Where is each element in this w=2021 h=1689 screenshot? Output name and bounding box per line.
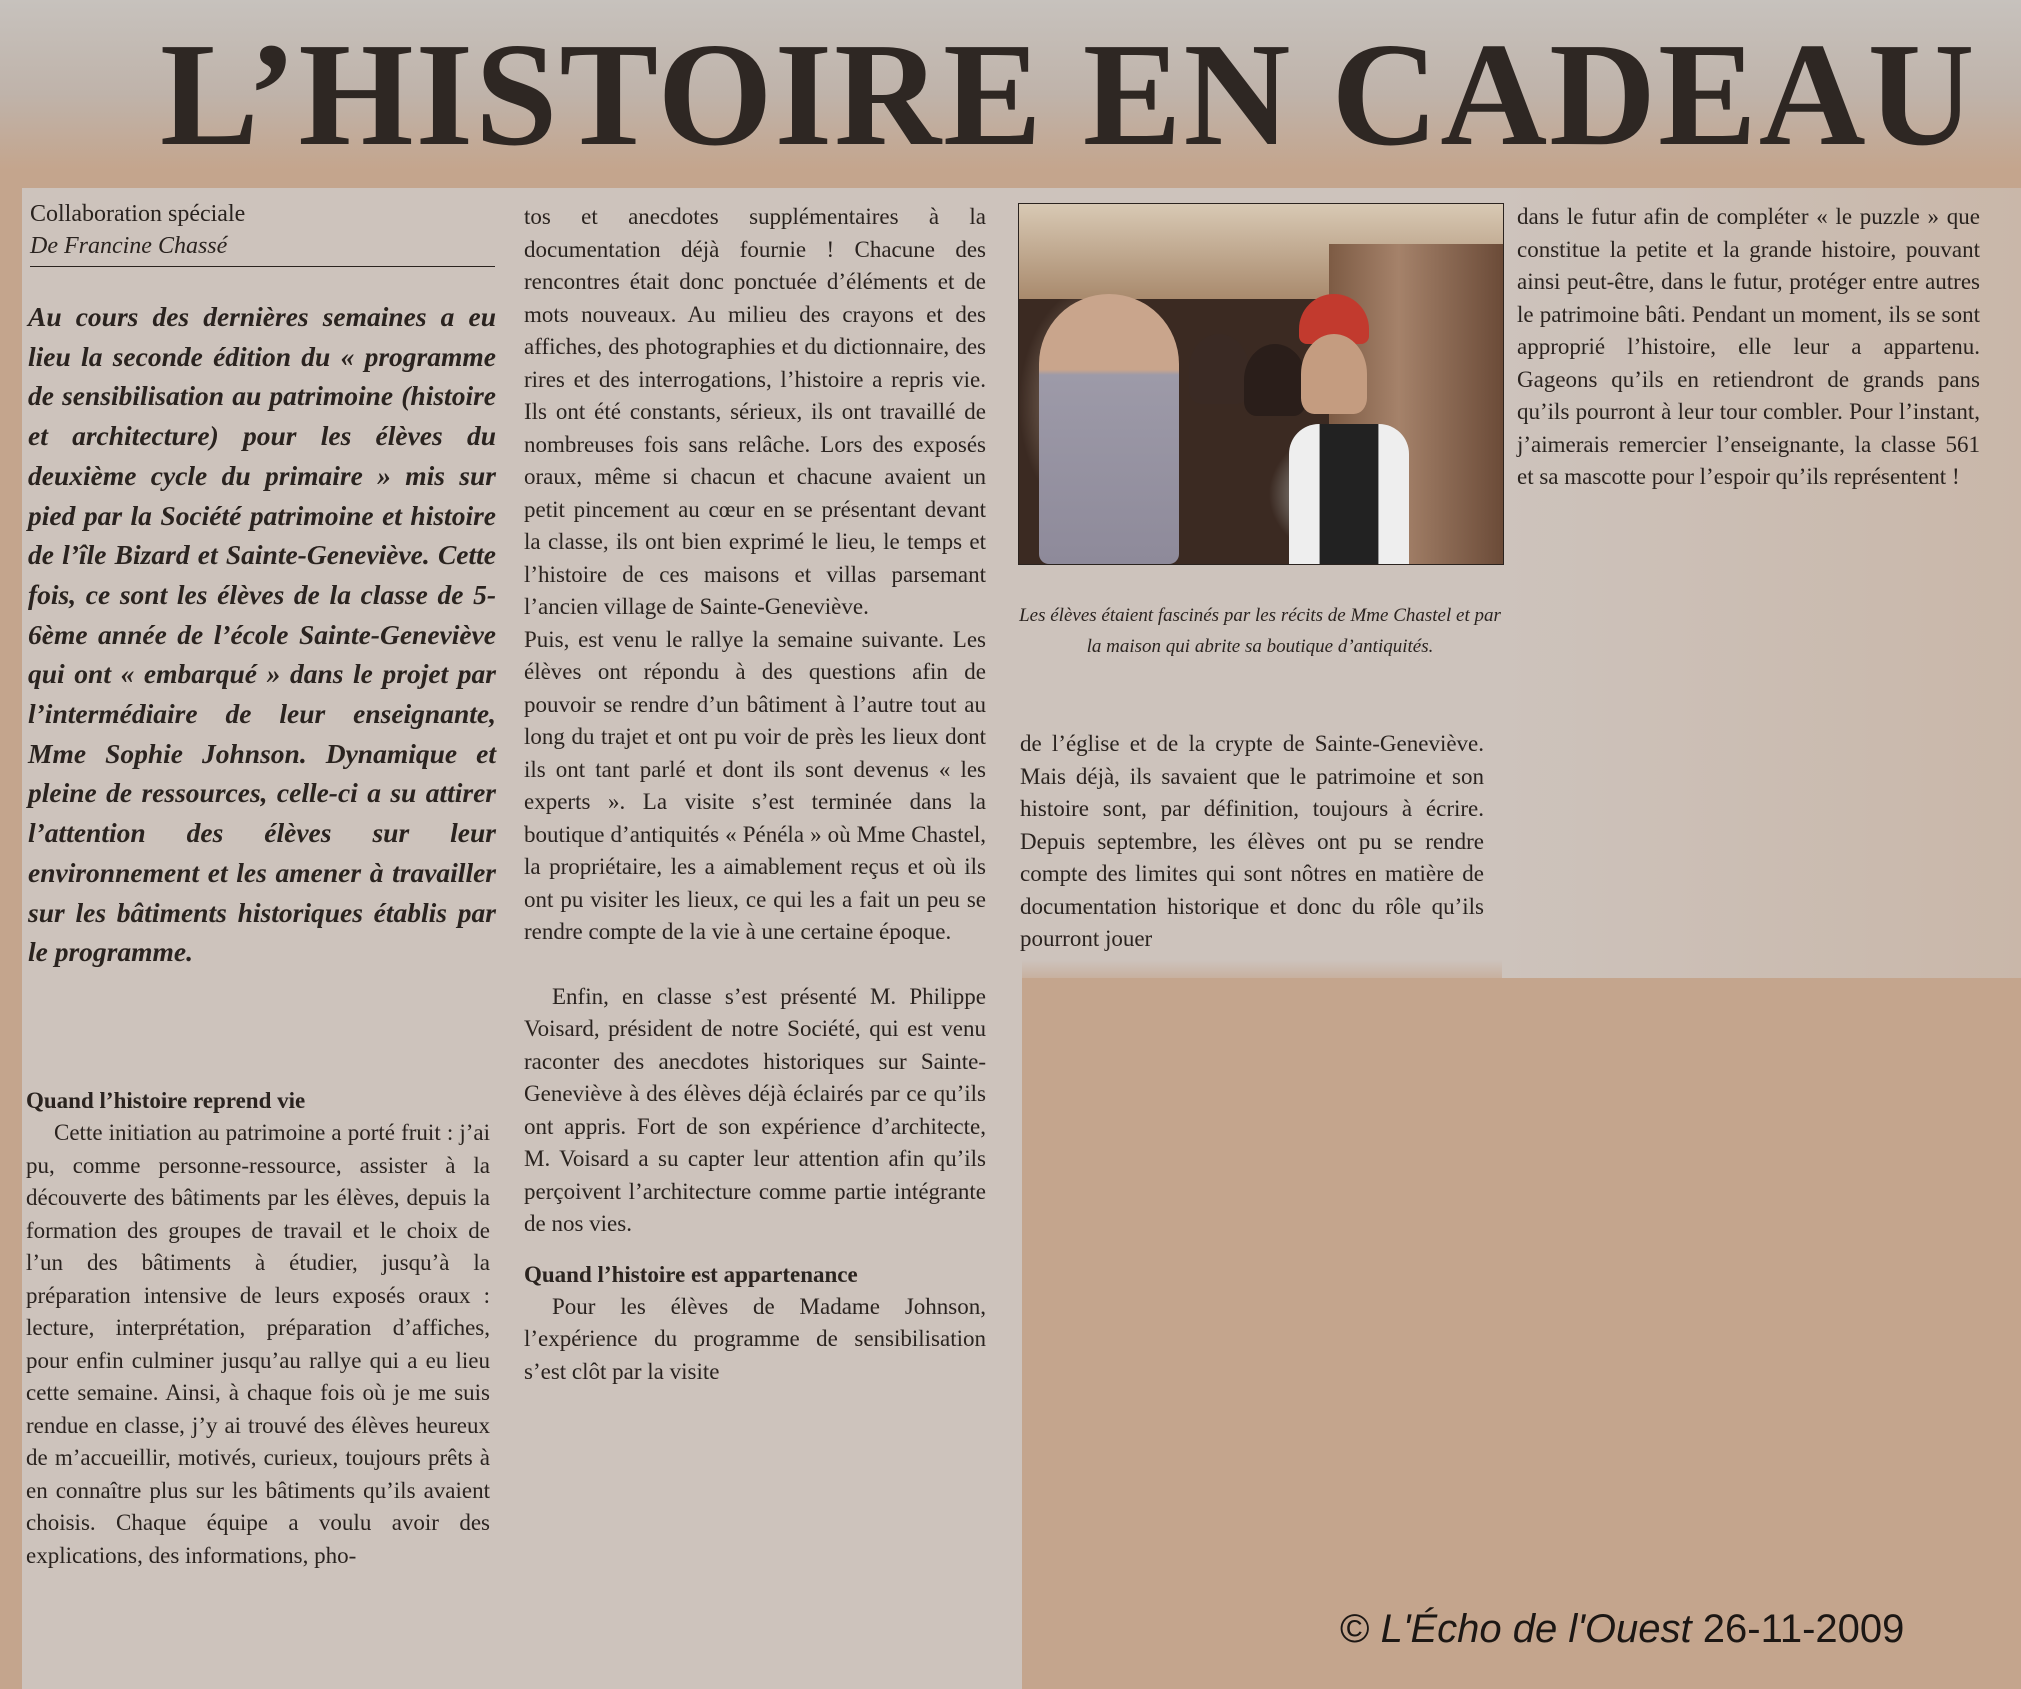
photo-woman bbox=[1039, 294, 1179, 564]
column-3-fade bbox=[1022, 960, 1502, 990]
column-2-paragraph-1: tos et anecdotes supplémentaires à la documentation déjà fournie ! Chacune des rencontres était donc ponctuée d’éléments et de mots nouveaux. Au milieu des crayons et des affiches, des photographies et du dictionnaire, des rires et des interrogations, l’histoire a repris vie. Ils ont été constants, sérieux, ils ont travaillé de nombreuses fois sans relâche. Lors des exposés oraux, même si chacun et chacune avaient un petit pincement au cœur en se présentant devant la classe, ils ont bien exprimé le lieu, le temps et l’histoire de ces maisons et villas parsemant l’ancien village de Sainte-Geneviève. bbox=[524, 204, 986, 619]
column-2-paragraph-4: Pour les élèves de Madame Johnson, l’expérience du programme de sensibilisation s’est clôt par la visite bbox=[524, 1293, 986, 1384]
section-1-text: Cette initiation au patrimoine a porté fruit : j’ai pu, comme personne-ressource, assister à la découverte des bâtiments par les élèves, depuis la formation des groupes de travail et le choix de l’un des bâtiments à étudier, jusqu’à la préparation intensive de leurs exposés oraux : lecture, interprétation, préparation d’affiches, pour enfin culminer jusqu’au rallye qui a eu lieu cette semaine. Ainsi, à chaque fois où je me suis rendue en classe, j’y ai trouvé des élèves heureux de m’accueillir, motivés, curieux, toujours prêts à en connaître plus sur les bâtiments qu’ils avaient choisis. Chaque équipe a voulu avoir des explications, des informations, pho- bbox=[26, 1120, 490, 1568]
column-2 bbox=[524, 201, 986, 1388]
column-4 bbox=[1517, 201, 1980, 494]
article-title: L’HISTOIRE EN CADEAU bbox=[160, 13, 1977, 177]
byline-label: Collaboration spéciale bbox=[30, 201, 246, 227]
column-3 bbox=[1020, 728, 1484, 956]
column-1-section bbox=[26, 1085, 490, 1572]
article-photo bbox=[1018, 203, 1504, 565]
column-4-text: dans le futur afin de compléter « le puzzle » que constitue la petite et la grande histoire, pouvant ainsi peut-être, dans le futur, protéger entre autres le patrimoine bâti. Pendant un moment, ils se sont approprié l’histoire, elle leur a appartenu. Gageons qu’ils en retiendront de grands pans qu’ils pourront à leur tour combler. Pour l’instant, j’aimerais remercier l’enseignante, la classe 561 et sa mascotte pour l’espoir qu’ils représentent ! bbox=[1517, 204, 1980, 489]
lead-paragraph: Au cours des dernières semaines a eu lieu la seconde édition du « programme de sensibilisation au patrimoine (histoire et architecture) pour les élèves du deuxième cycle du primaire » mis sur pied par la Société patrimoine et histoire de l’île Bizard et Sainte-Geneviève. Cette fois, ce sont les élèves de la classe de 5-6ème année de l’école Sainte-Geneviève qui ont « embarqué » dans le projet par l’intermédiaire de leur enseignante, Mme Sophie Johnson. Dynamique et pleine de ressources, celle-ci a su attirer l’attention des élèves sur leur environnement et les amener à travailler sur les bâtiments historiques établis par le programme. bbox=[28, 301, 496, 968]
publication-name: L'Écho de l'Ouest bbox=[1380, 1607, 1692, 1651]
photo-caption: Les élèves étaient fascinés par les récits de Mme Chastel et par la maison qui abrite sa boutique d’antiquités. bbox=[1019, 605, 1501, 657]
column-2-paragraph-3: Enfin, en classe s’est présenté M. Philippe Voisard, président de notre Société, qui est venu raconter des anecdotes historiques sur Sainte-Geneviève à des élèves déjà éclairés par ce qu’ils ont appris. Fort de son expérience d’architecte, M. Voisard a su capter leur attention afin qu’ils perçoivent l’architecture comme partie intégrante de nos vies. bbox=[524, 983, 986, 1236]
column-2-paragraph-2: Puis, est venu le rallye la semaine suivante. Les élèves ont répondu à des questions afin de pouvoir se rendre d’un bâtiment à l’autre tout au long du trajet et ont pu voir de près les lieux dont ils ont tant parlé et dont ils sont devenus « les experts ». La visite s’est terminée dans la boutique d’antiquités « Pénéla » où Mme Chastel, la propriétaire, les a aimablement reçus et où ils ont pu visiter les lieux, ce qui les a fait un peu se rendre compte de la vie à une certaine époque. bbox=[524, 626, 986, 944]
section-heading-1: Quand l’histoire reprend vie bbox=[26, 1088, 306, 1113]
section-heading-2: Quand l’histoire est appartenance bbox=[524, 1261, 858, 1287]
photo-jacket bbox=[1289, 424, 1409, 564]
copyright-symbol: © bbox=[1340, 1607, 1370, 1651]
publication-date: 26-11-2009 bbox=[1702, 1607, 1905, 1651]
photo-student-face bbox=[1301, 334, 1367, 414]
byline-author: De Francine Chassé bbox=[30, 233, 228, 259]
photo-student bbox=[1244, 344, 1306, 416]
copyright-notice bbox=[1340, 1605, 2000, 1653]
photo-student bbox=[1189, 334, 1249, 404]
byline bbox=[30, 198, 495, 267]
column-3-text: de l’église et de la crypte de Sainte-Geneviève. Mais déjà, ils savaient que le patrimoine et son histoire sont, par définition, toujours à écrire. Depuis septembre, les élèves ont pu se rendre compte des limites qui sont nôtres en matière de documentation historique et donc du rôle qu’ils pourront jouer bbox=[1020, 731, 1484, 951]
